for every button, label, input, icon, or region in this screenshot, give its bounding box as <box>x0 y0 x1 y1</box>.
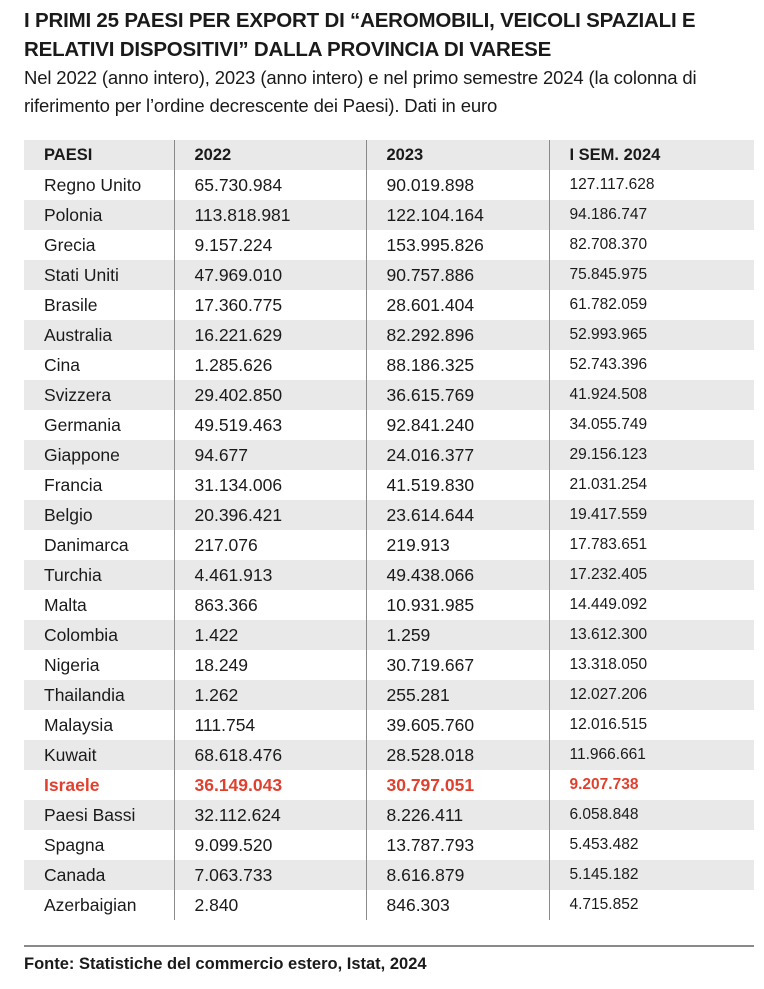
cell-country: Svizzera <box>44 384 112 405</box>
cell-country: Stati Uniti <box>44 264 119 285</box>
cell-2022: 49.519.463 <box>174 410 366 440</box>
table-row <box>24 590 754 620</box>
table-row <box>24 320 754 350</box>
column-header-2022: 2022 <box>174 140 366 170</box>
cell-2023: 30.797.051 <box>366 770 549 800</box>
cell-2022: 29.402.850 <box>174 380 366 410</box>
cell-2023: 846.303 <box>366 890 549 920</box>
cell-h1-2024: 12.016.515 <box>549 710 754 740</box>
cell-h1-2024: 52.993.965 <box>549 320 754 350</box>
table-row <box>24 860 754 890</box>
cell-country: Paesi Bassi <box>44 804 136 825</box>
table-row <box>24 440 754 470</box>
table-row <box>24 200 754 230</box>
cell-2022: 111.754 <box>174 710 366 740</box>
cell-country: Cina <box>44 354 80 375</box>
cell-2022: 17.360.775 <box>174 290 366 320</box>
cell-country: Turchia <box>44 564 102 585</box>
page-title: I PRIMI 25 PAESI PER EXPORT DI “AEROMOBILI, VEICOLI SPAZIALI E RELATIVI DISPOSITIVI” DALLA PROVINCIA DI VARESE <box>24 9 696 61</box>
cell-2023: 1.259 <box>366 620 549 650</box>
table-row <box>24 530 754 560</box>
column-header-2023: 2023 <box>366 140 549 170</box>
cell-2023: 41.519.830 <box>366 470 549 500</box>
cell-2022: 113.818.981 <box>174 200 366 230</box>
cell-country: Kuwait <box>44 744 97 765</box>
cell-2022: 18.249 <box>174 650 366 680</box>
cell-country: Giappone <box>44 444 120 465</box>
cell-2022: 7.063.733 <box>174 860 366 890</box>
cell-h1-2024: 82.708.370 <box>549 230 754 260</box>
cell-2023: 28.601.404 <box>366 290 549 320</box>
cell-2023: 49.438.066 <box>366 560 549 590</box>
cell-2023: 82.292.896 <box>366 320 549 350</box>
table-row <box>24 380 754 410</box>
cell-2023: 13.787.793 <box>366 830 549 860</box>
column-header-h1-2024: I SEM. 2024 <box>549 140 754 170</box>
table-row <box>24 650 754 680</box>
cell-2022: 16.221.629 <box>174 320 366 350</box>
table-row <box>24 620 754 650</box>
cell-2023: 8.616.879 <box>366 860 549 890</box>
table-row <box>24 410 754 440</box>
cell-h1-2024: 6.058.848 <box>549 800 754 830</box>
table-row <box>24 350 754 380</box>
cell-h1-2024: 9.207.738 <box>549 770 754 800</box>
cell-2023: 90.757.886 <box>366 260 549 290</box>
cell-country: Canada <box>44 864 106 885</box>
cell-h1-2024: 61.782.059 <box>549 290 754 320</box>
cell-country: Malaysia <box>44 714 114 735</box>
cell-country: Danimarca <box>44 534 129 555</box>
cell-h1-2024: 41.924.508 <box>549 380 754 410</box>
cell-h1-2024: 11.966.661 <box>549 740 754 770</box>
table-row <box>24 230 754 260</box>
cell-h1-2024: 29.156.123 <box>549 440 754 470</box>
cell-h1-2024: 52.743.396 <box>549 350 754 380</box>
cell-2022: 1.262 <box>174 680 366 710</box>
cell-country: Australia <box>44 324 113 345</box>
table-body <box>24 170 754 920</box>
table-row <box>24 560 754 590</box>
cell-2022: 32.112.624 <box>174 800 366 830</box>
cell-2022: 4.461.913 <box>174 560 366 590</box>
cell-h1-2024: 127.117.628 <box>549 170 754 200</box>
table-row <box>24 890 754 920</box>
cell-2022: 863.366 <box>174 590 366 620</box>
cell-country: Belgio <box>44 504 93 525</box>
cell-2022: 217.076 <box>174 530 366 560</box>
cell-2023: 8.226.411 <box>366 800 549 830</box>
cell-2022: 9.099.520 <box>174 830 366 860</box>
cell-h1-2024: 5.453.482 <box>549 830 754 860</box>
cell-h1-2024: 34.055.749 <box>549 410 754 440</box>
cell-country: Nigeria <box>44 654 100 675</box>
table-row <box>24 830 754 860</box>
table-row <box>24 710 754 740</box>
cell-2023: 92.841.240 <box>366 410 549 440</box>
cell-country: Polonia <box>44 204 103 225</box>
cell-h1-2024: 4.715.852 <box>549 890 754 920</box>
table-row <box>24 290 754 320</box>
cell-2022: 31.134.006 <box>174 470 366 500</box>
cell-2022: 47.969.010 <box>174 260 366 290</box>
cell-2023: 122.104.164 <box>366 200 549 230</box>
cell-h1-2024: 12.027.206 <box>549 680 754 710</box>
cell-h1-2024: 94.186.747 <box>549 200 754 230</box>
table-row <box>24 800 754 830</box>
cell-2022: 68.618.476 <box>174 740 366 770</box>
cell-country: Malta <box>44 594 87 615</box>
table-row <box>24 770 754 800</box>
cell-2022: 1.285.626 <box>174 350 366 380</box>
cell-country: Francia <box>44 474 103 495</box>
cell-country: Thailandia <box>44 684 125 705</box>
cell-h1-2024: 5.145.182 <box>549 860 754 890</box>
cell-2023: 28.528.018 <box>366 740 549 770</box>
cell-country: Spagna <box>44 834 105 855</box>
cell-country: Germania <box>44 414 121 435</box>
cell-country: Azerbaigian <box>44 894 137 915</box>
table-row <box>24 170 754 200</box>
column-header-country: PAESI <box>44 145 93 164</box>
table-row <box>24 500 754 530</box>
cell-2023: 36.615.769 <box>366 380 549 410</box>
cell-2022: 20.396.421 <box>174 500 366 530</box>
cell-2023: 23.614.644 <box>366 500 549 530</box>
source-note: Fonte: Statistiche del commercio estero, Istat, 2024 <box>24 955 427 973</box>
table-row <box>24 740 754 770</box>
cell-2023: 88.186.325 <box>366 350 549 380</box>
cell-2022: 94.677 <box>174 440 366 470</box>
cell-h1-2024: 19.417.559 <box>549 500 754 530</box>
page-subtitle: Nel 2022 (anno intero), 2023 (anno intero) e nel primo semestre 2024 (la colonna di riferimento per l’ordine decrescente dei Paesi). Dati in euro <box>24 67 697 116</box>
cell-2023: 90.019.898 <box>366 170 549 200</box>
cell-country: Brasile <box>44 294 98 315</box>
cell-h1-2024: 17.232.405 <box>549 560 754 590</box>
cell-2023: 255.281 <box>366 680 549 710</box>
cell-2023: 30.719.667 <box>366 650 549 680</box>
table-row <box>24 680 754 710</box>
cell-country: Israele <box>44 774 100 795</box>
export-table <box>24 140 754 920</box>
footer-divider <box>24 945 754 947</box>
cell-h1-2024: 14.449.092 <box>549 590 754 620</box>
cell-2022: 36.149.043 <box>174 770 366 800</box>
table-header-row <box>24 140 754 170</box>
cell-2023: 219.913 <box>366 530 549 560</box>
cell-2022: 9.157.224 <box>174 230 366 260</box>
cell-2023: 39.605.760 <box>366 710 549 740</box>
cell-h1-2024: 75.845.975 <box>549 260 754 290</box>
cell-2023: 24.016.377 <box>366 440 549 470</box>
cell-country: Regno Unito <box>44 174 142 195</box>
cell-2022: 2.840 <box>174 890 366 920</box>
cell-h1-2024: 13.318.050 <box>549 650 754 680</box>
cell-2022: 1.422 <box>174 620 366 650</box>
table-row <box>24 470 754 500</box>
cell-h1-2024: 13.612.300 <box>549 620 754 650</box>
cell-country: Colombia <box>44 624 118 645</box>
cell-country: Grecia <box>44 234 96 255</box>
table-row <box>24 260 754 290</box>
cell-h1-2024: 17.783.651 <box>549 530 754 560</box>
cell-h1-2024: 21.031.254 <box>549 470 754 500</box>
cell-2023: 153.995.826 <box>366 230 549 260</box>
cell-2022: 65.730.984 <box>174 170 366 200</box>
cell-2023: 10.931.985 <box>366 590 549 620</box>
